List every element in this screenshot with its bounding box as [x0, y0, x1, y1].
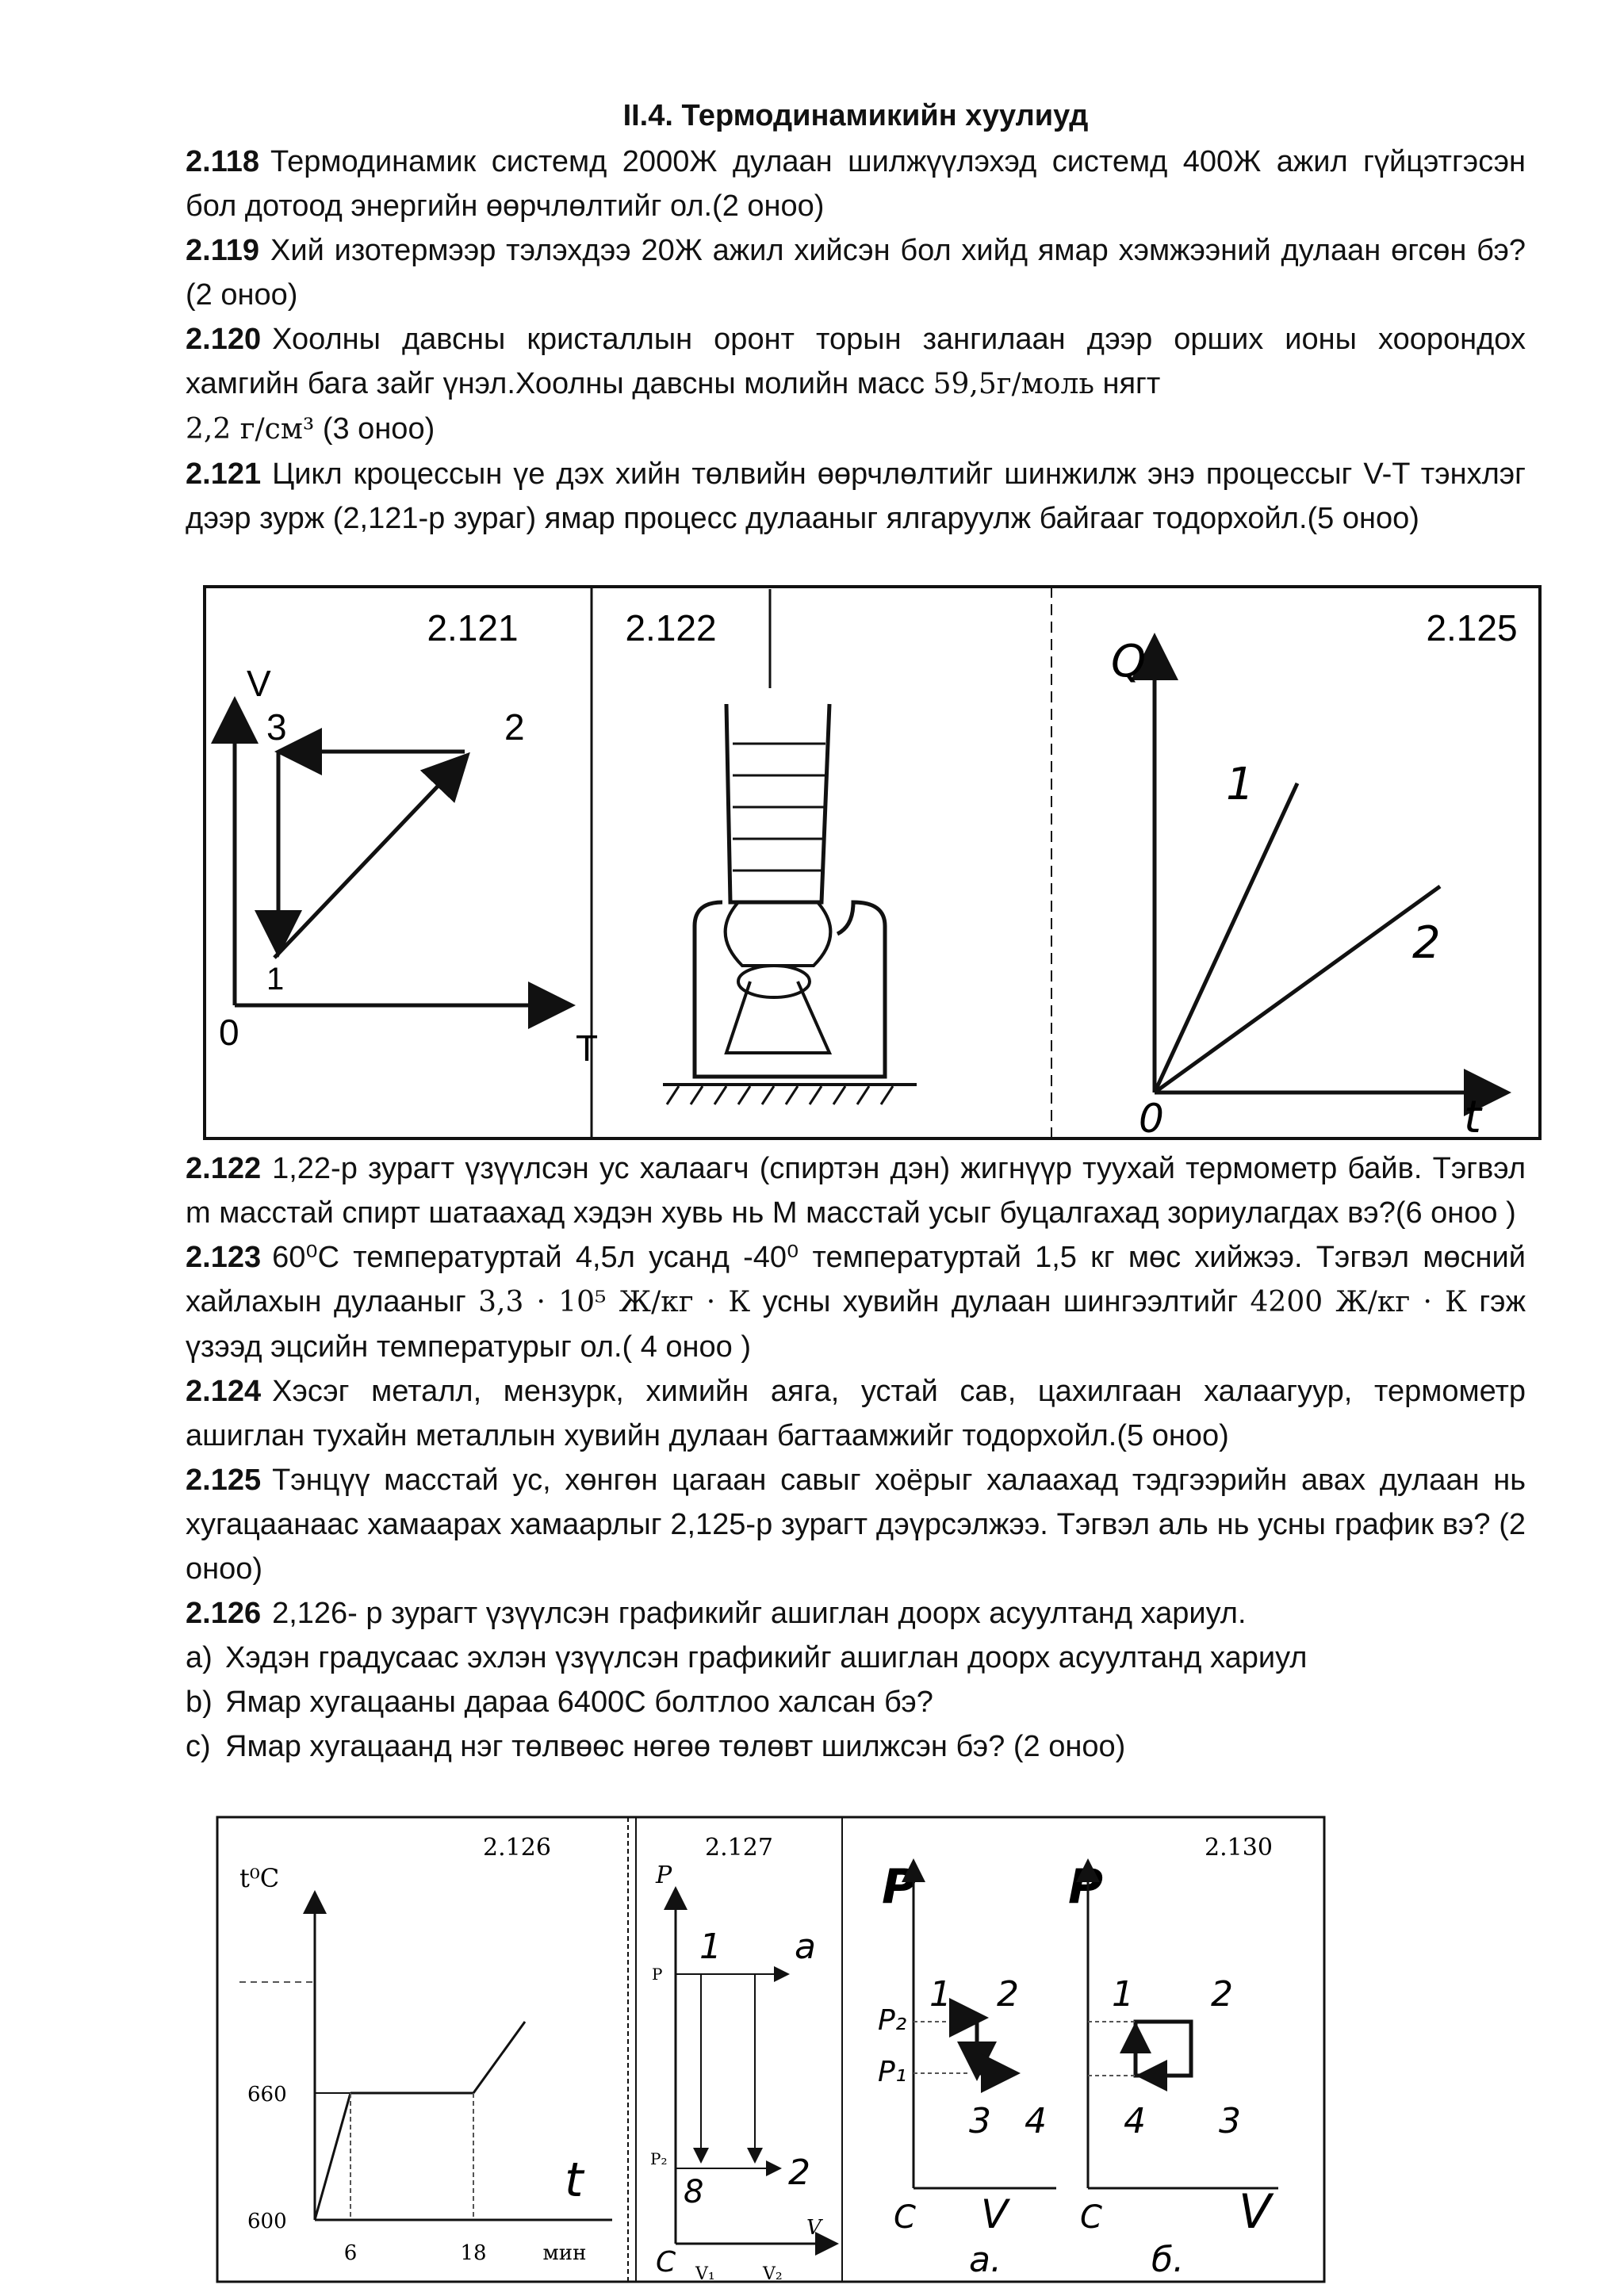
point-label: 2 [788, 2152, 810, 2193]
point-label: 2 [504, 706, 525, 748]
tick-label: V₂ [763, 2264, 783, 2283]
problem-2-118 [186, 140, 1526, 228]
tick-label: P₂ [650, 2149, 668, 2168]
figure-label: 2.125 [1426, 607, 1518, 649]
problem-text: (3 оноо) [314, 412, 435, 446]
problem-text: Цикл кроцессын үе дэх хийн төлвийн өөрчлөлтийг шинжилж энэ процессыг V-T тэнхлэг дээр зурж (2,121-р зураг) ямар процесс дулааныг ялгаруулж байгааг тодорхойл.(5 оноо) [186, 457, 1526, 535]
tick-label: P [652, 1965, 663, 1984]
list-item [186, 1680, 1526, 1724]
panel-caption: б. [1151, 2240, 1185, 2280]
axis-label-p: P [1068, 1859, 1103, 1915]
point-label: 2 [997, 1974, 1019, 2015]
problem-2-119 [186, 228, 1526, 317]
problem-2-122 [186, 1146, 1526, 1235]
problem-text: усны хувийн дулаан шингээлтийг [750, 1285, 1251, 1318]
problem-text: Хэсэг металл, мензурк, химийн аяга, устай сав, цахилгаан халаагуур, термометр ашиглан тухайн металлын хувийн дулаан багтаамжийг тодорхойл.(5 оноо) [186, 1375, 1526, 1452]
figure-label: 2.126 [483, 1834, 551, 1862]
tick-label: 600 [247, 2210, 287, 2233]
problem-text: Тэнцүү масстай ус, хөнгөн цагаан савыг хоёрыг халаахад тэдгээрийн авах дулаан нь хугацаанаас хамаарах хамаарлыг 2,125-р зурагт дэүрсэлжээ. Тэгвэл аль нь усны график вэ? (2 оноо) [186, 1464, 1526, 1586]
problem-text: Хоолны давсны кристаллын оронт торын зангилаан дээр орших ионы хоорондох хамгийн бага зайг үнэл.Хоолны давсны молийн масс [186, 323, 1526, 400]
problem-2-125 [186, 1458, 1526, 1591]
document-page-continued [186, 1146, 1526, 1769]
axis-label-v: V [981, 2191, 1009, 2237]
panel-caption: a. [969, 2240, 1002, 2280]
point-label: 3 [1219, 2101, 1241, 2141]
figure-frame [205, 587, 1540, 1138]
tick-label: 660 [247, 2083, 287, 2107]
list-item [186, 1724, 1526, 1769]
origin-label: C [656, 2246, 676, 2279]
problem-number: 2.120 [186, 323, 262, 356]
tick-label: P₁ [878, 2056, 907, 2088]
problem-text: 2,126- р зурагт үзүүлсэн графикийг ашиглан доорх асуултанд хариул. [272, 1597, 1247, 1630]
axis-label-q: Q [1111, 636, 1147, 687]
problem-text: нягт [1094, 367, 1161, 400]
point-label: 8 [684, 2174, 704, 2210]
tick-label: 6 [343, 2241, 358, 2265]
point-label: 1 [266, 962, 285, 997]
list-label: c) [186, 1730, 211, 1763]
problem-2-123 [186, 1235, 1526, 1369]
figure-label: 2.121 [427, 607, 519, 649]
math-expression: 2,2 г/см³ [186, 413, 315, 446]
problem-text: 60⁰С температуртай 4,5л усанд -40⁰ температуртай 1,5 кг мөс хийжээ. Тэгвэл мөсний хайлахын дулааныг [186, 1241, 1526, 1318]
point-label: 2 [1211, 1974, 1233, 2015]
tick-label: P₂ [878, 2004, 907, 2037]
figure-panel-top [203, 585, 1543, 1140]
point-label: 1 [699, 1927, 722, 1967]
axis-label-time: t [565, 2152, 584, 2208]
problem-number: 2.118 [186, 145, 259, 178]
figure-panel-bottom [216, 1816, 1326, 2283]
tick-label: 18 [460, 2241, 487, 2265]
axis-label-temp: t⁰C [239, 1863, 280, 1893]
tick-label: V₁ [695, 2264, 715, 2283]
figure-label: 2.122 [625, 607, 717, 649]
section-title: II.4. Термодинамикийн хуулиуд [622, 99, 1089, 132]
axis-label-v: V [1239, 2184, 1272, 2240]
problem-number: 2.126 [186, 1597, 262, 1630]
origin-label: 0 [219, 1012, 239, 1053]
point-label: 3 [969, 2101, 991, 2141]
problem-2-120 [186, 317, 1526, 452]
unit-label: мин [542, 2241, 587, 2265]
point-label: 1 [1112, 1974, 1134, 2015]
document-page [186, 94, 1526, 541]
problem-number: 2.119 [186, 234, 259, 267]
point-label: 3 [266, 706, 287, 748]
problem-2-124 [186, 1369, 1526, 1458]
origin-label: C [894, 2199, 916, 2236]
problem-text: гэж үзээд эцсийн температурыг ол.( 4 оноо ) [186, 1285, 1526, 1364]
math-expression: 59,5г/моль [933, 368, 1094, 400]
problem-text: Хий изотермээр тэлэхдээ 20Ж ажил хийсэн бол хийд ямар хэмжээний дулаан өгсөн бэ? (2 оноо) [186, 234, 1526, 312]
axis-label-v: V [247, 663, 271, 704]
origin-label: C [1080, 2199, 1102, 2236]
point-label: 1 [929, 1974, 952, 2015]
problem-number: 2.122 [186, 1152, 262, 1185]
problem-2-126 [186, 1591, 1526, 1636]
problem-text: 1,22-р зурагт үзүүлсэн ус халаагч (спиртэн дэн) жигнүүр туухай термометр байв. Тэгвэл m масстай спирт шатаахад хэдэн хувь нь M масстай усыг буцалгахад зориулагдах вэ?(6 оноо ) [186, 1152, 1526, 1230]
axis-label-p: P [882, 1859, 917, 1915]
list-text: Хэдэн градусаас эхлэн үзүүлсэн графикийг ашиглан доорх асуултанд хариул [225, 1641, 1308, 1674]
problem-text: Термодинамик системд 2000Ж дулаан шилжүүлэхэд системд 400Ж ажил гүйцэтгэсэн бол дотоод энергийн өөрчлөлтийг ол.(2 оноо) [186, 145, 1526, 223]
figure-label: 2.130 [1205, 1834, 1273, 1862]
axis-label-v: V [806, 2216, 822, 2240]
list-label: a) [186, 1641, 213, 1674]
axis-label-t: t [1464, 1092, 1481, 1140]
list-label: b) [186, 1686, 213, 1719]
math-expression: 3,3 · 10⁵ Ж/кг · К [478, 1286, 751, 1318]
line-label: 1 [1226, 759, 1254, 810]
problem-number: 2.123 [186, 1241, 262, 1274]
axis-label-p: P [656, 1862, 672, 1889]
axis-label-t: T [576, 1027, 599, 1069]
problem-2-121 [186, 452, 1526, 541]
point-label: 4 [1124, 2101, 1146, 2141]
point-label: 4 [1025, 2101, 1047, 2141]
problem-number: 2.125 [186, 1464, 262, 1497]
list-text: Ямар хугацаанд нэг төлвөөс нөгөө төлөвт шилжсэн бэ? (2 оноо) [225, 1730, 1126, 1763]
line-label: 2 [1412, 917, 1441, 969]
list-text: Ямар хугацааны дараа 6400С болтлоо халсан бэ? [225, 1686, 933, 1719]
figure-label: 2.127 [705, 1834, 773, 1862]
figure-frame [217, 1817, 1324, 2282]
math-expression: 4200 Ж/кг · К [1250, 1286, 1467, 1318]
point-label: a [795, 1927, 816, 1967]
list-item [186, 1636, 1526, 1680]
problem-number: 2.121 [186, 457, 262, 491]
problem-number: 2.124 [186, 1375, 262, 1408]
origin-label: 0 [1139, 1096, 1164, 1140]
